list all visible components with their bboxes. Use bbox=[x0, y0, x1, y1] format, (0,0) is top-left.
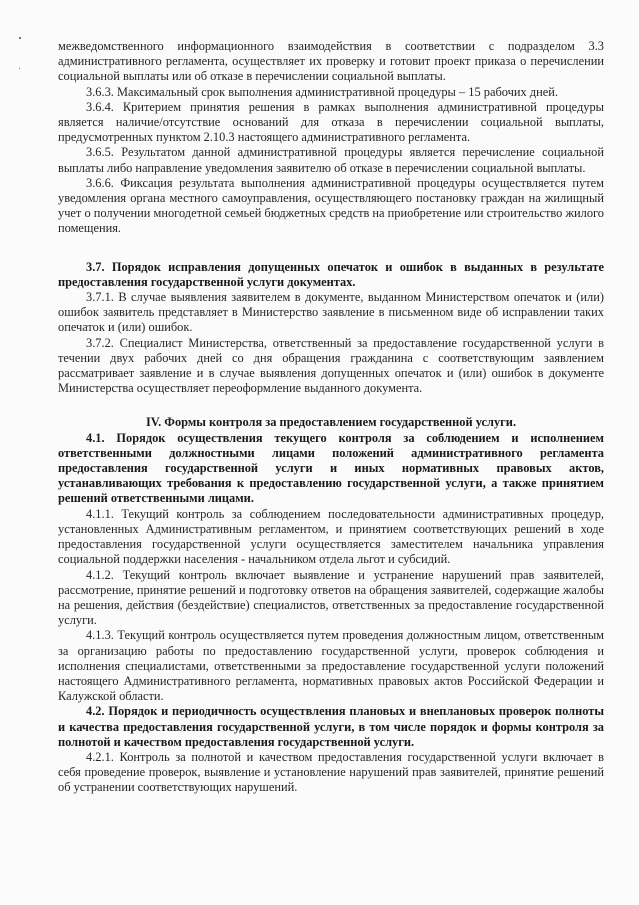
section-heading: 4.2. Порядок и периодичность осуществления плановых и внеплановых проверок полноты и качества предоставления государственной услуги, в том числе порядок и формы контроля за полнотой и качеством предоставления государственной услуги. bbox=[58, 704, 604, 749]
paragraph: 3.7.1. В случае выявления заявителем в документе, выданном Министерством опечаток и (или) ошибок заявитель представляет в Министерство заявление в письменном виде об исправлении таких опечаток и (или) ошибок. bbox=[58, 290, 604, 335]
scan-speck bbox=[19, 37, 21, 39]
paragraph: 3.6.3. Максимальный срок выполнения административной процедуры – 15 рабочих дней. bbox=[86, 84, 558, 99]
paragraph: 4.2.1. Контроль за полнотой и качеством предоставления государственной услуги включает в себя проведение проверок, выявление и установление нарушений прав заявителей, принятие решений об устранении соответствующих нарушений. bbox=[58, 749, 604, 795]
paragraph: 4.1.2. Текущий контроль включает выявление и устранение нарушений прав заявителей, рассмотрение, принятие решений и подготовку ответов на обращения заявителей, содержащие жалобы на решения, действия (бездействие) специалистов, ответственных за предоставление государственной услуги. bbox=[58, 567, 604, 628]
document-body bbox=[58, 39, 604, 796]
chapter-heading: IV. Формы контроля за предоставлением государственной услуги. bbox=[145, 415, 517, 430]
paragraph: 3.6.6. Фиксация результата выполнения административной процедуры осуществляется путем уведомления органа местного самоуправления, осуществляющего постановку граждан на жилищный учет о получении многодетной семьей бюджетных средств на приобретение или строительство жилого помещения. bbox=[58, 175, 604, 236]
paragraph: 3.6.5. Результатом данной административной процедуры является перечисление социальной выплаты либо направление уведомления заявителю об отказе в перечислении социальной выплаты. bbox=[58, 145, 604, 175]
section-heading: 4.1. Порядок осуществления текущего контроля за соблюдением и исполнением ответственными должностными лицами положений административного регламента предоставления государственной услуги и иных нормативных правовых актов, устанавливающих требования к предоставлению государственной услуги, а также принятием решений ответственными лицами. bbox=[58, 430, 604, 506]
section-heading: 3.7. Порядок исправления допущенных опечаток и ошибок в выданных в результате предоставления государственной услуги документах. bbox=[58, 259, 604, 289]
paragraph: межведомственного информационного взаимодействия в соответствии с подразделом 3.3 административного регламента, осуществляет их проверку и готовит проект приказа о перечислении социальной выплаты или об отказе в перечислении социальной выплаты. bbox=[58, 39, 604, 84]
scan-speck bbox=[19, 68, 20, 69]
paragraph: 3.6.4. Критерием принятия решения в рамках выполнения административной процедуры является наличие/отсутствие оснований для отказа в перечислении социальной выплаты, предусмотренных пунктом 2.10.3 настоящего административного регламента. bbox=[58, 99, 604, 145]
paragraph: 4.1.1. Текущий контроль за соблюдением последовательности административных процедур, установленных Административным регламентом, и принятием соответствующих решений в ходе предоставления государственной услуги осуществляется заместителем начальника управления социальной поддержки населения - начальником отдела льгот и субсидий. bbox=[58, 506, 604, 567]
paragraph: 4.1.3. Текущий контроль осуществляется путем проведения должностным лицом, ответственным за организацию работы по предоставлению государственной услуги, проверок соблюдения и исполнения специалистами, ответственными за предоставление государственной услуги положений настоящего Административного регламента, нормативных правовых актов Российской Федерации и Калужской области. bbox=[58, 628, 604, 704]
paragraph: 3.7.2. Специалист Министерства, ответственный за предоставление государственной услуги в течении двух рабочих дней со дня обращения гражданина с соответствующим заявлением рассматривает заявление и в случае выявления допущенных опечаток и (или) ошибок в документе Министерства осуществляет переоформление выданного документа. bbox=[58, 335, 604, 396]
